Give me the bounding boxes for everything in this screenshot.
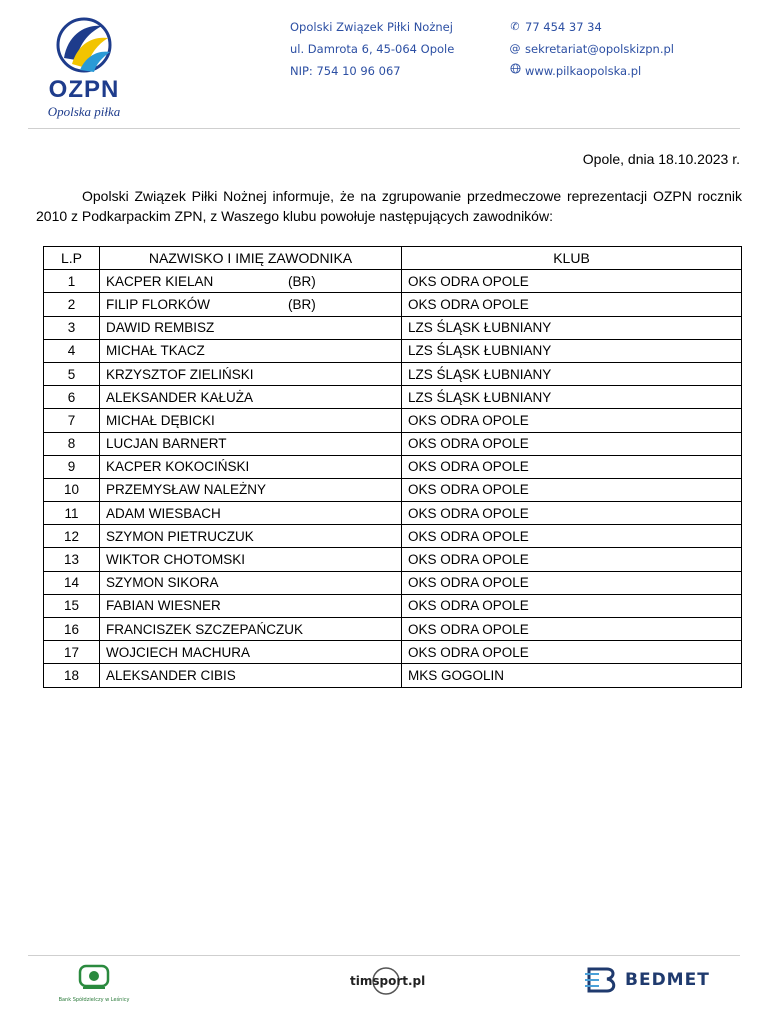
player-name: ADAM WIESBACH [106,505,221,521]
player-name: KACPER KIELAN [106,273,214,289]
ozpn-logo [36,14,132,124]
row-club: OKS ODRA OPOLE [402,594,742,617]
ozpn-emblem-icon [50,14,118,76]
sponsor-bedmet-logo [585,966,710,994]
table-row [44,641,742,664]
row-lp: 16 [44,618,100,641]
player-name: PRZEMYSŁAW NALEŻNY [106,482,267,498]
row-player-name [100,386,402,409]
contact-email[interactable] [509,38,674,60]
org-address: ul. Damrota 6, 45-064 Opole [290,42,455,56]
row-player-name [100,664,402,687]
bedmet-emblem-icon [585,966,619,994]
letter-date: Opole, dnia 18.10.2023 r. [582,151,740,167]
website-text[interactable]: www.pilkaopolska.pl [525,64,642,78]
row-player-name [100,432,402,455]
row-player-name [100,571,402,594]
row-player-name [100,502,402,525]
row-club: OKS ODRA OPOLE [402,618,742,641]
player-name: WIKTOR CHOTOMSKI [106,552,246,568]
table-row [44,618,742,641]
player-note: (BR) [288,273,316,289]
row-lp: 12 [44,525,100,548]
table-row [44,293,742,316]
player-name: WOJCIECH MACHURA [106,644,250,660]
table-row [44,664,742,687]
logo-subtitle: Opolska piłka [47,104,121,119]
logo-text: OZPN [48,76,120,103]
row-lp: 8 [44,432,100,455]
row-club: OKS ODRA OPOLE [402,641,742,664]
row-lp: 2 [44,293,100,316]
row-club: OKS ODRA OPOLE [402,293,742,316]
table-row [44,478,742,501]
row-player-name [100,293,402,316]
row-lp: 10 [44,478,100,501]
row-player-name [100,270,402,293]
players-table [43,246,742,688]
row-player-name [100,455,402,478]
table-row [44,548,742,571]
row-player-name [100,409,402,432]
table-row [44,455,742,478]
row-lp: 1 [44,270,100,293]
table-row [44,409,742,432]
contact-phone [509,16,674,38]
row-club: OKS ODRA OPOLE [402,571,742,594]
table-row [44,571,742,594]
row-player-name [100,641,402,664]
sponsor-timsport-logo [350,966,426,996]
header-divider [28,128,740,129]
row-club: LZS ŚLĄSK ŁUBNIANY [402,339,742,362]
header-club: KLUB [402,247,742,270]
row-lp: 15 [44,594,100,617]
row-club: LZS ŚLĄSK ŁUBNIANY [402,362,742,385]
timsport-text: timsport.pl [350,974,426,988]
row-lp: 18 [44,664,100,687]
letter-intro: Opolski Związek Piłki Nożnej informuje, że na zgrupowanie przedmeczowe reprezentacji OZPN rocznik 2010 z Podkarpackim ZPN, z Waszego klubu powołuje następujących zawodników: [36,188,742,224]
player-name: ALEKSANDER CIBIS [106,667,236,683]
row-club: LZS ŚLĄSK ŁUBNIANY [402,386,742,409]
header-lp: L.P [44,247,100,270]
player-name: FABIAN WIESNER [106,598,221,614]
row-club: OKS ODRA OPOLE [402,409,742,432]
table-row [44,339,742,362]
player-name: SZYMON PIETRUCZUK [106,528,254,544]
row-lp: 5 [44,362,100,385]
row-player-name [100,362,402,385]
row-lp: 9 [44,455,100,478]
email-text[interactable]: sekretariat@opolskizpn.pl [525,42,675,56]
phone-icon: ✆ [510,20,520,33]
row-lp: 3 [44,316,100,339]
contact-info [509,16,674,82]
contact-website[interactable] [509,60,674,82]
org-name: Opolski Związek Piłki Nożnej [290,20,453,34]
player-name: FRANCISZEK SZCZEPAŃCZUK [106,621,304,637]
row-lp: 13 [44,548,100,571]
player-name: MICHAŁ DĘBICKI [106,412,215,428]
row-player-name [100,594,402,617]
footer-divider [28,955,740,956]
row-player-name [100,316,402,339]
row-player-name [100,525,402,548]
row-lp: 7 [44,409,100,432]
org-nip: NIP: 754 10 96 067 [290,64,401,78]
row-club: OKS ODRA OPOLE [402,502,742,525]
row-lp: 4 [44,339,100,362]
organization-info [290,16,454,82]
row-club: MKS GOGOLIN [402,664,742,687]
row-lp: 17 [44,641,100,664]
row-club: OKS ODRA OPOLE [402,455,742,478]
table-header-row [44,247,742,270]
row-player-name [100,618,402,641]
row-player-name [100,478,402,501]
row-lp: 11 [44,502,100,525]
table-row [44,525,742,548]
phone-text: 77 454 37 34 [525,20,602,34]
bank-emblem-icon [77,964,111,990]
row-lp: 14 [44,571,100,594]
row-player-name [100,548,402,571]
row-club: OKS ODRA OPOLE [402,432,742,455]
globe-icon [509,60,521,82]
player-name: MICHAŁ TKACZ [106,343,205,359]
bank-name: Bank Spółdzielczy w Leśnicy [58,997,130,1003]
row-club: OKS ODRA OPOLE [402,270,742,293]
table-row [44,432,742,455]
player-name: FILIP FLORKÓW [106,296,211,312]
sponsor-bank-logo [58,964,130,1003]
player-name: KRZYSZTOF ZIELIŃSKI [106,366,254,382]
row-club: OKS ODRA OPOLE [402,525,742,548]
table-row [44,594,742,617]
table-row [44,316,742,339]
bedmet-text: BEDMET [625,970,710,990]
table-row [44,270,742,293]
row-lp: 6 [44,386,100,409]
row-club: OKS ODRA OPOLE [402,548,742,571]
table-row [44,502,742,525]
player-name: SZYMON SIKORA [106,575,219,591]
row-club: LZS ŚLĄSK ŁUBNIANY [402,316,742,339]
player-name: DAWID REMBISZ [106,320,215,336]
player-name: LUCJAN BARNERT [106,436,227,452]
table-row [44,386,742,409]
player-note: (BR) [288,296,316,312]
header-name: NAZWISKO I IMIĘ ZAWODNIKA [100,247,402,270]
row-player-name [100,339,402,362]
player-name: ALEKSANDER KAŁUŻA [106,389,254,405]
at-icon: @ [509,42,521,55]
row-club: OKS ODRA OPOLE [402,478,742,501]
table-row [44,362,742,385]
player-name: KACPER KOKOCIŃSKI [106,459,250,475]
